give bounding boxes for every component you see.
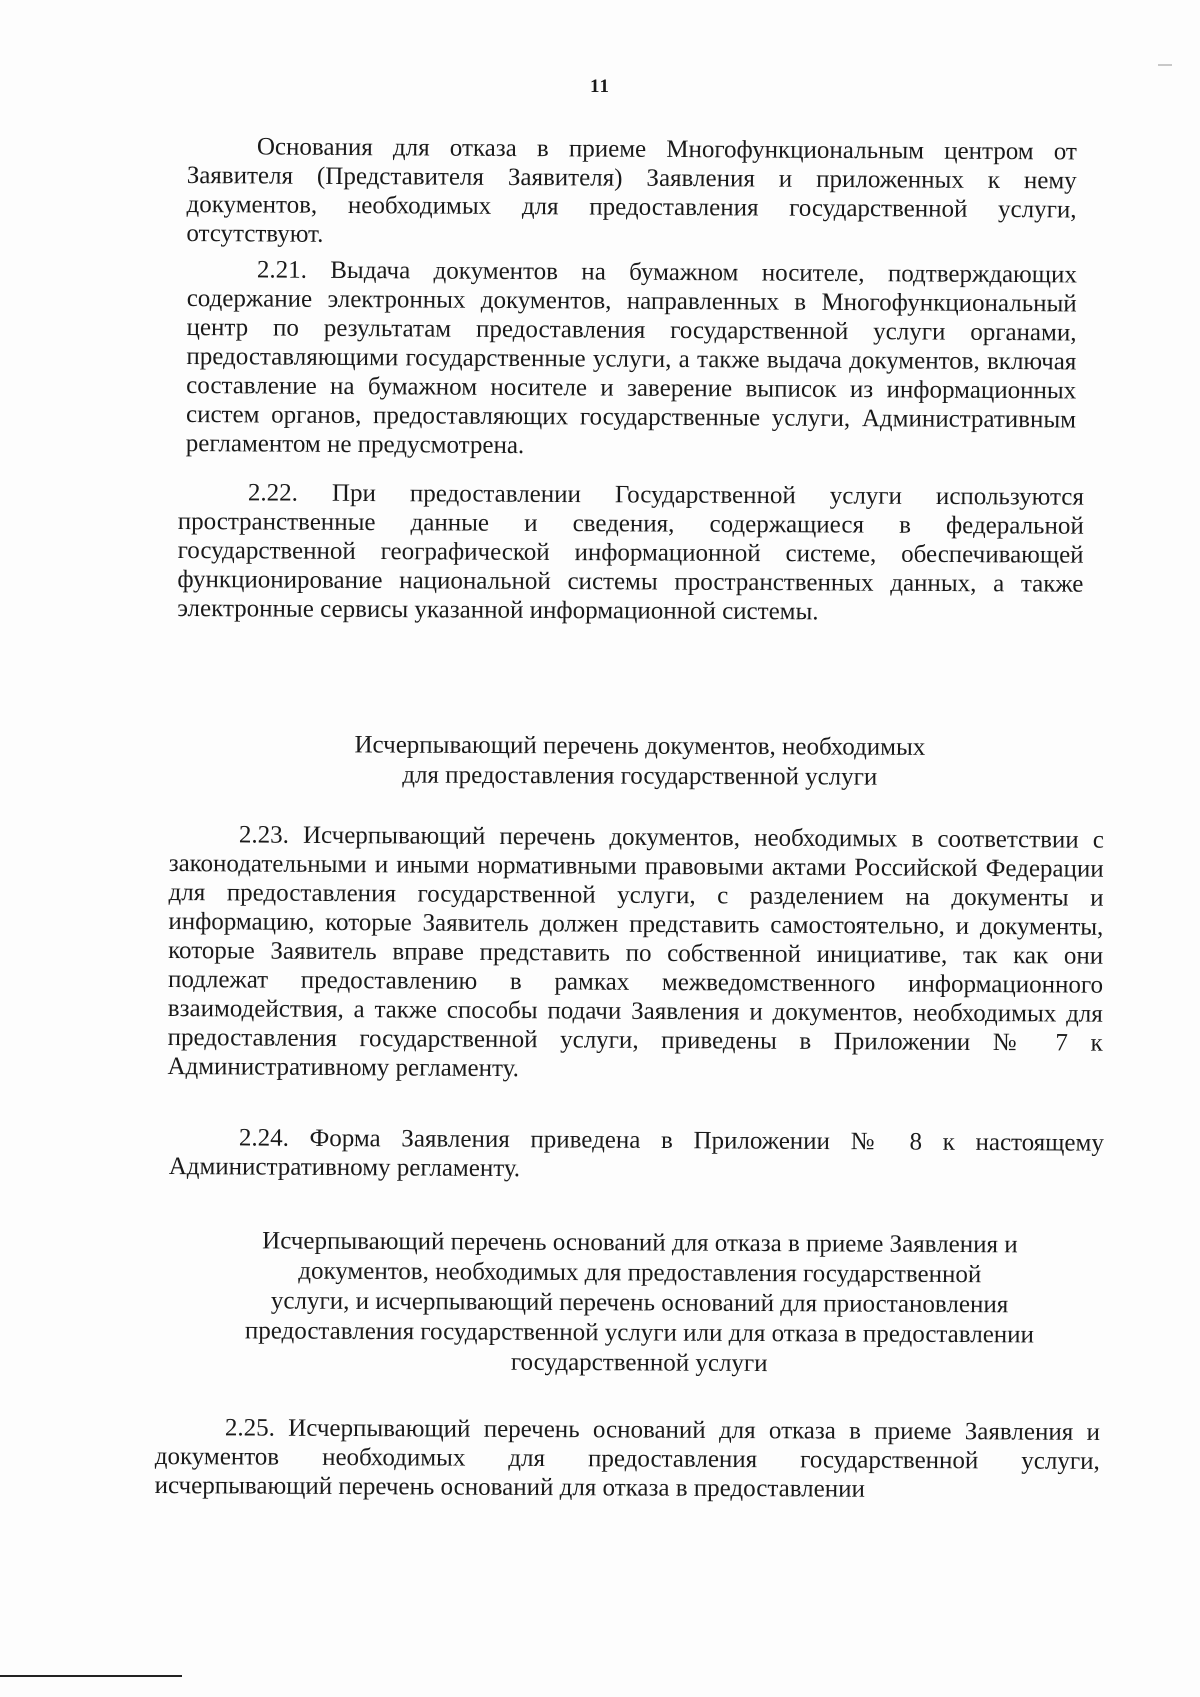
scan-artifact <box>1158 64 1172 66</box>
heading-line: предоставления государственной услуги или для отказа в предоставлении <box>244 1317 1035 1349</box>
section-heading-documents-list <box>260 730 1020 793</box>
footnote-separator <box>0 1675 182 1677</box>
heading-line: документов, необходимых для предоставления государственной <box>298 1257 982 1289</box>
heading-line: Исчерпывающий перечень оснований для отказа в приеме Заявления и <box>262 1227 1018 1259</box>
paragraph-2-22: 2.22. При предоставлении Государственной услуги используются пространственные данные и сведения, содержащиеся в федеральной государственной географической информационной системе, обеспечивающей функционирование национальной системы пространственных данных, а также электронные сервисы указанной информационной системы. <box>177 479 1084 626</box>
heading-line: Исчерпывающий перечень документов, необходимых <box>354 731 926 761</box>
paragraph-refusal-mfc: Основания для отказа в приеме Многофункциональным центром от Заявителя (Представителя Заявителя) Заявления и приложенных к нему документов, необходимых для предоставления государственной услуги, отсутствуют. <box>186 133 1077 248</box>
paragraph-2-21: 2.21. Выдача документов на бумажном носителе, подтверждающих содержание электронных документов, направленных в Многофункциональный центр по результатам предоставления государственной услуги органами, предоставляющими государственные услуги, а также выдача документов, включая составление на бумажном носителе и заверение выписок из информационных систем органов, предоставляющих государственные услуги, Административным регламентом не предусмотрена. <box>185 256 1077 460</box>
paragraph-2-23: 2.23. Исчерпывающий перечень документов, необходимых в соответствии с законодательными и иными нормативными правовыми актами Российской Федерации для предоставления государственной услуги, с разделением на документы и информацию, которые Заявитель должен представить самостоятельно, и документы, которые Заявитель вправе представить по собственной инициативе, так как они подлежат предоставлению в рамках межведомственного информационного взаимодействия, а также способы подачи Заявления и документов, необходимых для предоставления государственной услуги, приведены в Приложении № 7 к Административному регламенту. <box>167 821 1104 1083</box>
paragraph-2-25: 2.25. Исчерпывающий перечень оснований для отказа в приеме Заявления и документов необходимых для предоставления государственной услуги, исчерпывающий перечень оснований для отказа в предоставлении <box>154 1414 1100 1503</box>
section-heading-refusal-grounds <box>184 1226 1095 1381</box>
heading-line: услуги, и исчерпывающий перечень оснований для приостановления <box>270 1287 1009 1319</box>
paragraph-refusal-mfc-block <box>186 132 1077 253</box>
heading-line: государственной услуги <box>510 1348 768 1378</box>
paragraph-2-23-block <box>167 820 1104 1087</box>
page-number: 11 <box>590 76 610 97</box>
paragraph-2-24: 2.24. Форма Заявления приведена в Приложении № 8 к настоящему Административному регламенту. <box>168 1124 1104 1183</box>
paragraph-2-25-block <box>155 1413 1100 1505</box>
paragraph-2-24-block <box>169 1123 1104 1187</box>
paragraph-2-21-block <box>186 255 1077 463</box>
paragraph-2-22-block <box>177 478 1084 628</box>
heading-line: для предоставления государственной услуги <box>402 761 878 791</box>
